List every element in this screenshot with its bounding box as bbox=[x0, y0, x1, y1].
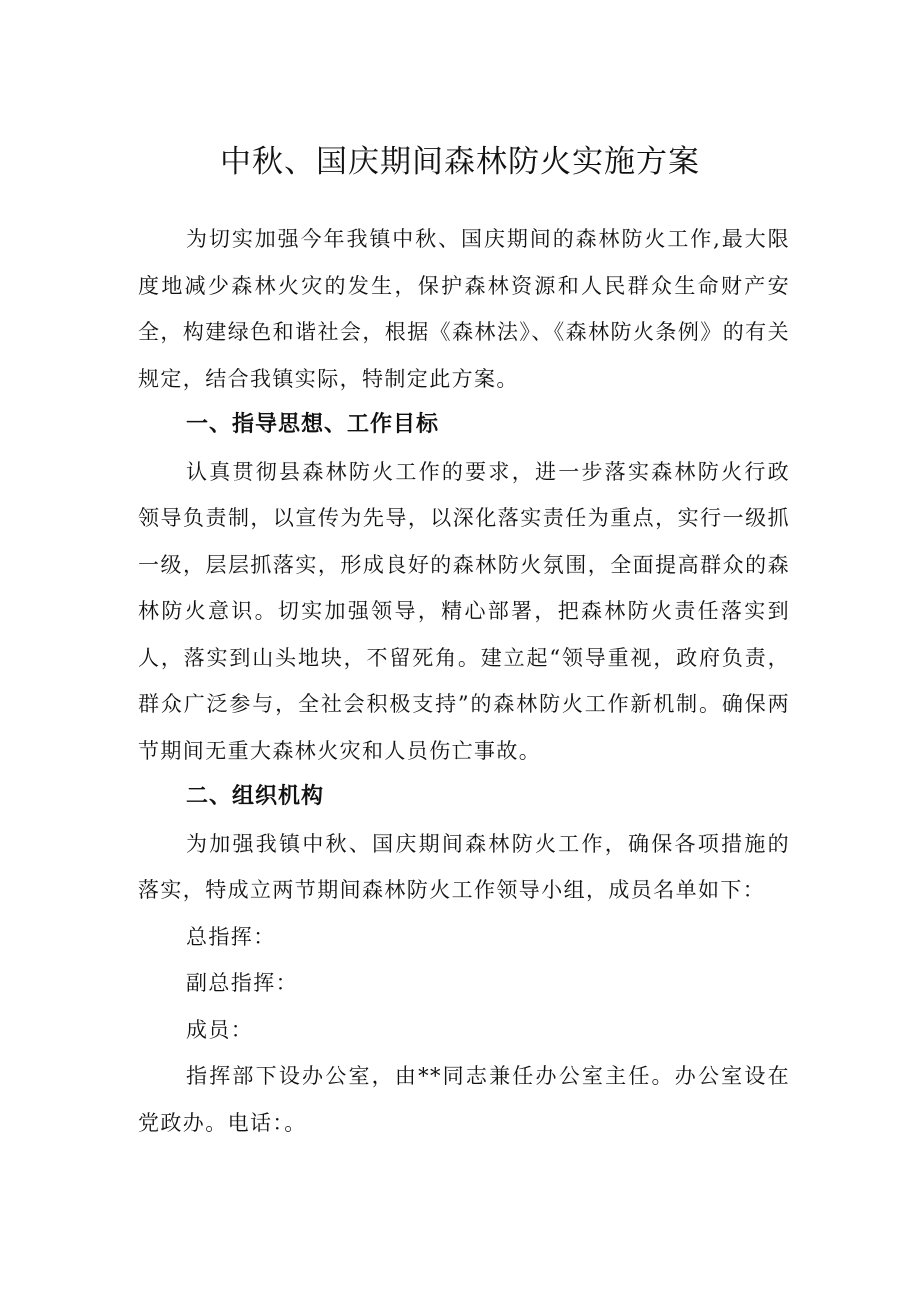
section2-heading: 二、组织机构 bbox=[186, 784, 325, 809]
section1-heading: 一、指导思想、工作目标 bbox=[186, 412, 440, 437]
document-body bbox=[138, 216, 790, 1146]
section1-paragraph: 认真贯彻县森林防火工作的要求，进一步落实森林防火行政领导负责制，以宣传为先导，以深化落实责任为重点，实行一级抓一级，层层抓落实，形成良好的森林防火氛围，全面提高群众的森林防火意识。切实加强领导，精心部署，把森林防火责任落实到人，落实到山头地块，不留死角。建立起“领导重视，政府负责，群众广泛参与，全社会积极支持”的森林防火工作新机制。确保两节期间无重大森林火灾和人员伤亡事故。 bbox=[138, 459, 790, 763]
document-title: 中秋、国庆期间森林防火实施方案 bbox=[220, 144, 700, 180]
intro-paragraph: 为切实加强今年我镇中秋、国庆期间的森林防火工作,最大限度地减少森林火灾的发生，保护森林资源和人民群众生命财产安全，构建绿色和谐社会，根据《森林法》、《森林防火条例》的有关规定，结合我镇实际，特制定此方案。 bbox=[138, 227, 790, 391]
members-line: 成员： bbox=[186, 1017, 254, 1042]
deputy-commander-line: 副总指挥： bbox=[186, 971, 298, 995]
section2-paragraph: 为加强我镇中秋、国庆期间森林防火工作，确保各项措施的落实，特成立两节期间森林防火工作领导小组，成员名单如下： bbox=[138, 831, 790, 902]
commander-line: 总指挥： bbox=[186, 924, 276, 949]
office-paragraph: 指挥部下设办公室，由**同志兼任办公室主任。办公室设在党政办。电话：。 bbox=[138, 1064, 790, 1135]
